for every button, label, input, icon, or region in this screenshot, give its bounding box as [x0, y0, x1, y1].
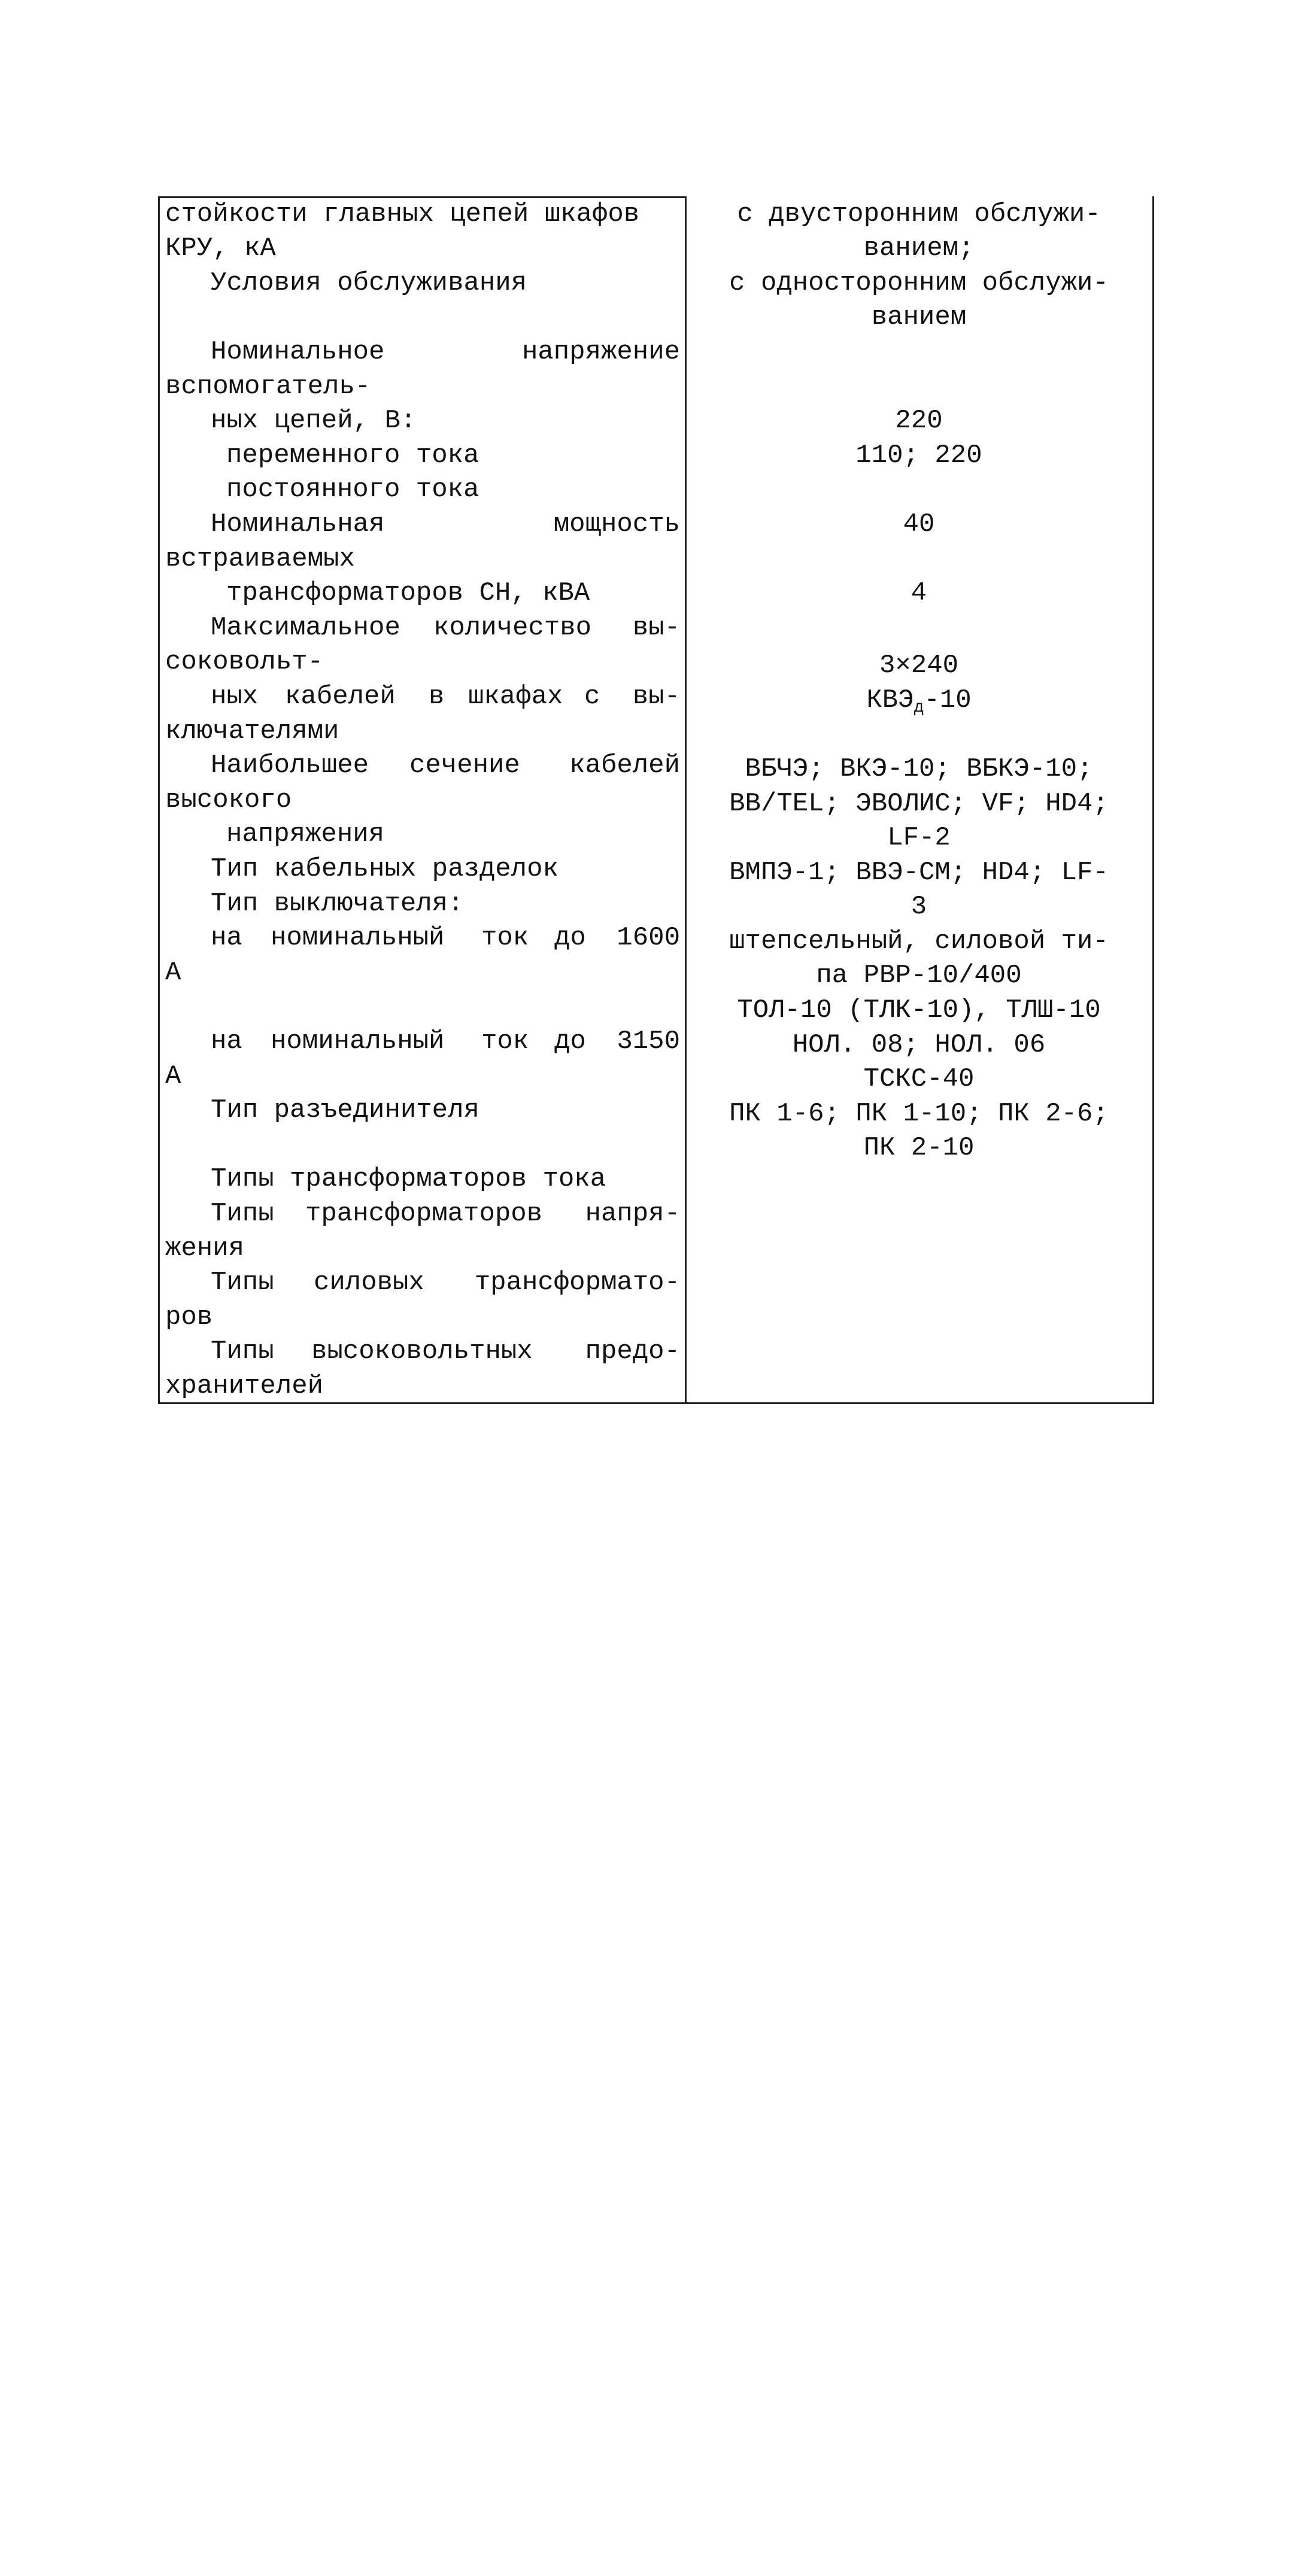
right-line: 110; 220	[855, 441, 982, 470]
left-word: с	[584, 682, 600, 712]
right-line: штепсельный, силовой ти-	[729, 926, 1109, 956]
left-word: 1600	[617, 923, 680, 953]
left-word: в	[429, 682, 445, 712]
right-line: НОЛ. 08; НОЛ. 06	[792, 1030, 1046, 1060]
right-line: 3	[911, 892, 927, 922]
left-line: переменного тока	[226, 441, 479, 470]
left-column	[165, 198, 680, 2576]
left-word: мощность	[553, 509, 680, 539]
left-word: Наибольшее	[211, 751, 369, 780]
left-word: Типы	[211, 1268, 274, 1298]
left-line-3: Условия обслуживания	[211, 268, 527, 298]
left-word: Максимальное	[211, 613, 400, 643]
left-word: Номинальная	[211, 509, 385, 539]
right-line: 3×240	[879, 651, 959, 681]
left-word: ток	[481, 1026, 529, 1056]
left-word: предо-	[585, 1336, 680, 1366]
left-word: до	[554, 923, 586, 953]
left-word: номинальный	[271, 923, 445, 953]
column-divider	[685, 196, 687, 1404]
right-line: 40	[903, 509, 935, 539]
left-line: ключателями	[165, 716, 339, 746]
left-line-1: стойкости главных цепей шкафов	[165, 199, 640, 229]
right-line: па РВР-10/400	[816, 961, 1022, 991]
left-line: ров	[165, 1302, 213, 1332]
right-line: ПК 2-10	[863, 1133, 975, 1163]
left-word: высоковольтных	[311, 1336, 533, 1366]
left-word: шкафах	[468, 682, 563, 712]
left-word: кабелей	[569, 751, 680, 780]
right-line: 4	[911, 578, 927, 608]
right-line: с односторонним обслужи-	[729, 268, 1109, 298]
left-word: на	[211, 1026, 242, 1056]
right-line: ТСКС-40	[863, 1064, 975, 1094]
left-line: жения	[165, 1234, 245, 1263]
right-line: с двусторонним обслужи-	[737, 199, 1101, 229]
right-line: ПК 1-6; ПК 1-10; ПК 2-6;	[729, 1099, 1109, 1129]
left-word: Типы	[211, 1199, 274, 1229]
left-line: Тип разъединителя	[211, 1095, 479, 1125]
left-word: напря-	[585, 1199, 680, 1229]
left-line: вспомогатель-	[165, 372, 371, 402]
left-word: кабелей	[285, 682, 396, 712]
left-line: напряжения	[226, 819, 385, 849]
right-line: ванием;	[863, 233, 975, 263]
left-line: хранителей	[165, 1371, 324, 1401]
left-line: высокого	[165, 785, 292, 815]
left-word: вы-	[632, 682, 680, 712]
left-line: Тип кабельных разделок	[211, 854, 559, 884]
left-line: А	[165, 1061, 181, 1091]
left-word: напряжение	[521, 337, 680, 367]
left-word: Типы	[211, 1336, 274, 1366]
left-word: номинальный	[271, 1026, 445, 1056]
left-word: количество	[433, 613, 592, 643]
right-line: 220	[895, 406, 943, 436]
left-word: до	[554, 1026, 586, 1056]
left-word: трансформато-	[474, 1268, 680, 1298]
left-line: Тип выключателя:	[211, 889, 464, 919]
left-word: ток	[481, 923, 529, 953]
right-line: ВМПЭ-1; ВВЭ-СМ; HD4; LF-	[729, 858, 1109, 888]
right-line: ТОЛ-10 (ТЛК-10), ТЛШ-10	[737, 995, 1101, 1025]
cable-type: $КВЭ_д-10$	[866, 685, 972, 717]
left-line: соковольт-	[165, 647, 324, 677]
right-column	[688, 198, 1149, 1197]
right-line: BB/TEL; ЭВОЛИС; VF; HD4;	[729, 789, 1109, 819]
left-word: трансформаторов	[305, 1199, 543, 1229]
left-line: А	[165, 958, 181, 988]
left-line: трансформаторов СН, кВА	[226, 578, 590, 608]
left-word: на	[211, 923, 242, 953]
left-word: 3150	[617, 1026, 680, 1056]
left-line: постоянного тока	[226, 475, 479, 505]
right-line: ВБЧЭ; ВКЭ-10; ВБКЭ-10;	[745, 754, 1093, 784]
right-line: ванием	[871, 302, 967, 332]
right-line: LF-2	[887, 823, 951, 853]
left-line: ных цепей, В:	[211, 406, 417, 436]
left-word: Номинальное	[211, 337, 385, 367]
left-word: сечение	[409, 751, 520, 780]
left-word: ных	[211, 682, 259, 712]
left-word: вы-	[632, 613, 680, 643]
left-line: встраиваемых	[165, 544, 355, 574]
left-line: Типы трансформаторов тока	[211, 1164, 606, 1194]
left-line-2: КРУ, кА	[165, 233, 276, 263]
left-word: силовых	[314, 1268, 424, 1298]
